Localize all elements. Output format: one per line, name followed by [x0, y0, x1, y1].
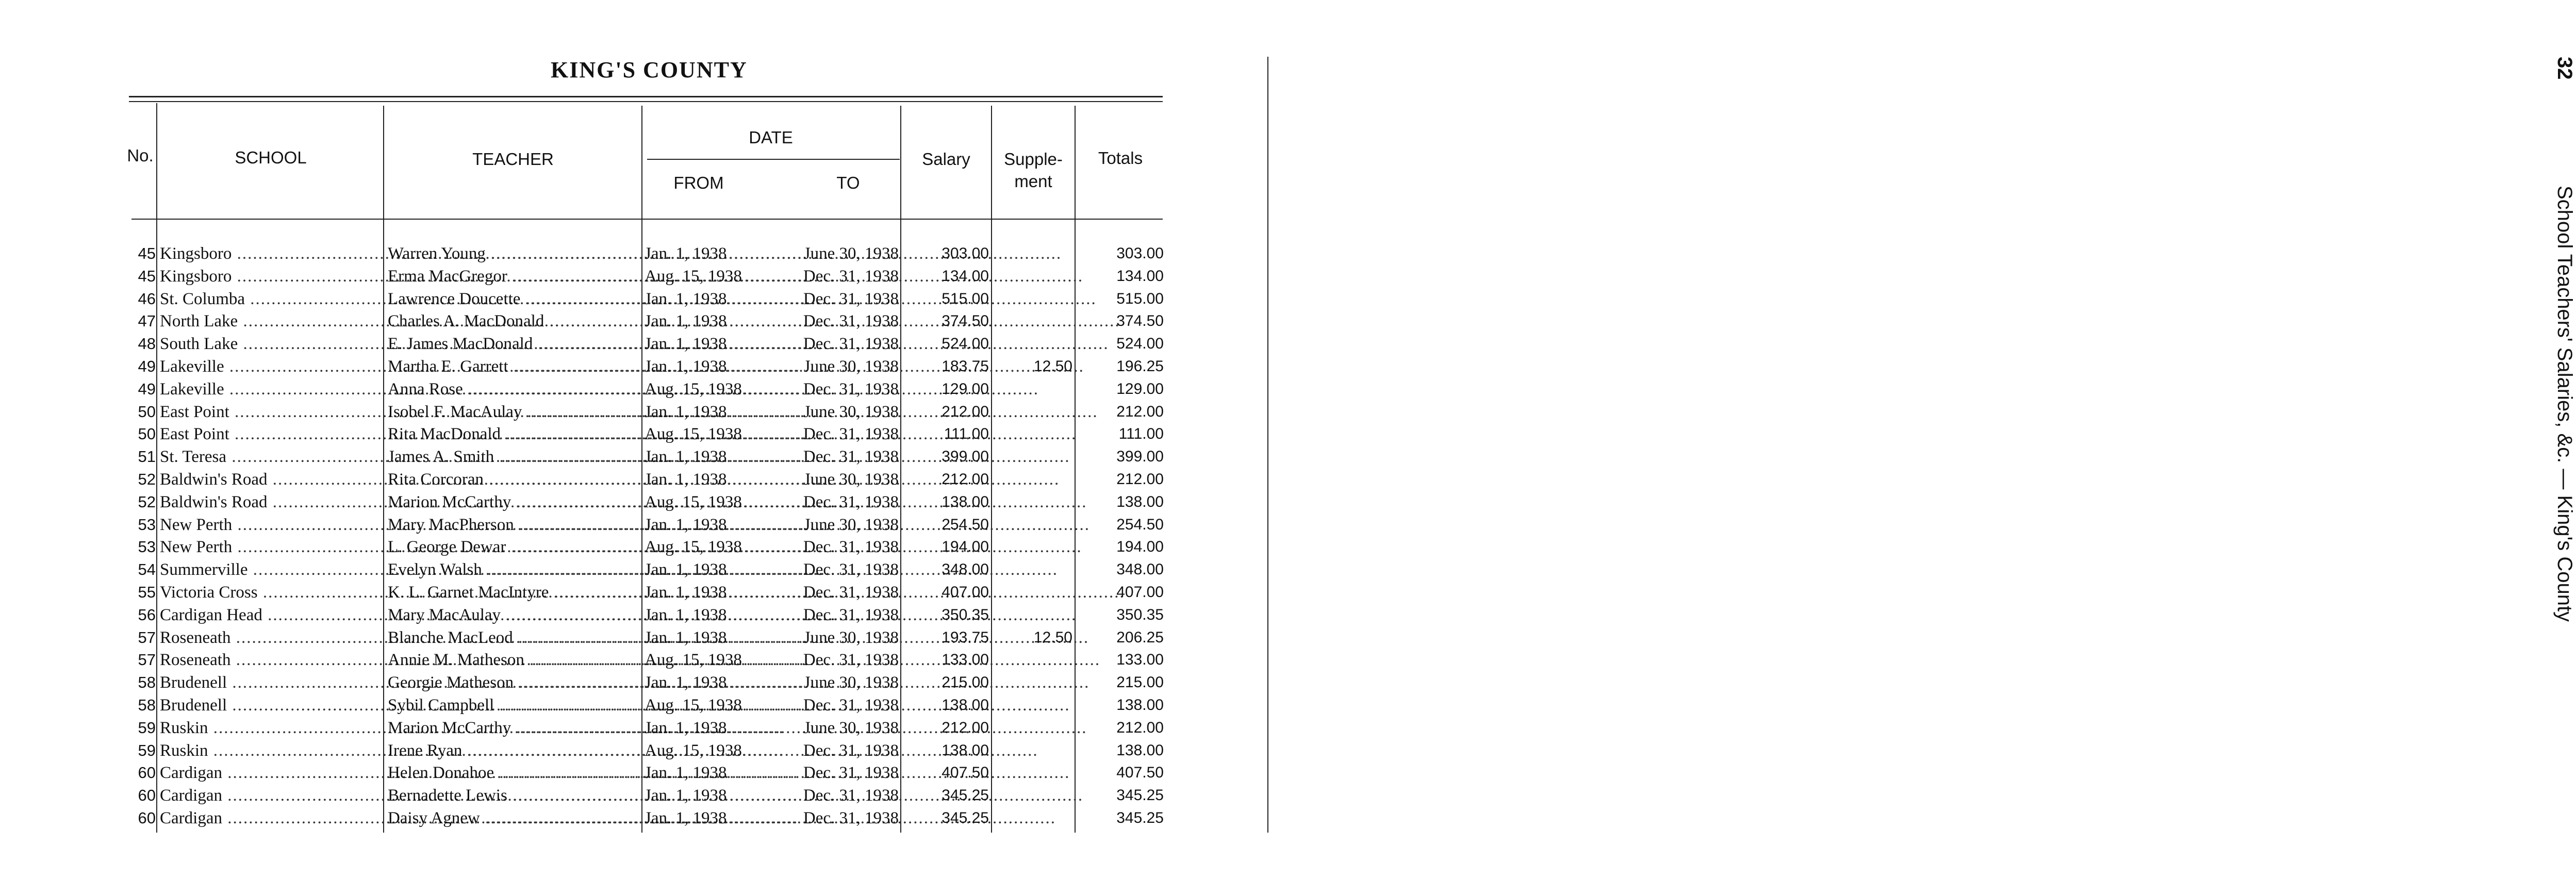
supplement-amount	[998, 288, 1072, 310]
date-to: June 30, 1938	[803, 244, 899, 263]
date-to: June 30, 1938	[803, 470, 899, 489]
date-from: Jan. 1, 1938	[645, 470, 727, 489]
date-to: June 30, 1938	[803, 357, 899, 376]
total-amount: 196.25	[1116, 358, 1164, 375]
salary-amount: 303.00	[942, 245, 989, 262]
date-from: Jan. 1, 1938	[645, 809, 727, 827]
table-row	[0, 604, 1186, 626]
school-name: Kingsboro .....	[160, 242, 379, 265]
supplement-amount	[998, 761, 1072, 784]
teacher-name: Mary MacPherson .....	[388, 513, 636, 536]
date-from: Jan. 1, 1938	[645, 244, 727, 263]
teacher-name: Erma MacGregor .....	[388, 265, 636, 288]
salary-amount: 407.50	[942, 764, 989, 782]
salary-amount: 129.00	[942, 380, 989, 397]
date-from: Jan. 1, 1938	[645, 764, 727, 783]
salary-amount: 194.00	[942, 538, 989, 556]
header-bottom-rule	[131, 219, 1163, 220]
total-amount: 134.00	[1116, 267, 1164, 285]
school-name: Ruskin .....	[160, 739, 379, 762]
teacher-name: Marion McCarthy .....	[388, 491, 636, 513]
top-rule-thin	[129, 101, 1163, 102]
supplement-amount	[998, 378, 1072, 401]
header-totals: Totals	[1098, 148, 1143, 168]
school-name: Lakeville .....	[160, 355, 379, 378]
salary-amount: 212.00	[942, 403, 989, 420]
total-amount: 212.00	[1116, 471, 1164, 488]
total-amount: 138.00	[1116, 697, 1164, 714]
date-to: Dec. 31, 1938	[803, 425, 899, 444]
table-row	[0, 739, 1186, 762]
school-name: Ruskin .....	[160, 717, 379, 739]
date-from: Jan. 1, 1938	[645, 786, 727, 805]
row-number: 59	[138, 741, 156, 759]
date-from: Aug. 15, 1938	[645, 651, 742, 670]
date-to: Dec. 31, 1938	[803, 560, 899, 579]
school-name: Roseneath .....	[160, 626, 379, 649]
teacher-name: Evelyn Walsh .....	[388, 558, 636, 581]
header-supplement-line2: ment	[1014, 172, 1052, 191]
header-from: FROM	[673, 173, 724, 192]
school-name: St. Teresa .....	[160, 445, 379, 468]
supplement-amount	[998, 468, 1072, 491]
row-number: 49	[138, 379, 156, 398]
row-number: 48	[138, 335, 156, 353]
row-number: 60	[138, 786, 156, 805]
teacher-name: Sybil Campbell .....	[388, 694, 636, 717]
teacher-name: Blanche MacLeod .....	[388, 626, 636, 649]
table-row	[0, 468, 1186, 491]
date-to: June 30, 1938	[803, 515, 899, 534]
date-to: Dec. 31, 1938	[803, 741, 899, 760]
date-to: Dec. 31, 1938	[803, 786, 899, 805]
row-number: 57	[138, 628, 156, 647]
table-row	[0, 378, 1186, 401]
row-number: 50	[138, 425, 156, 443]
total-amount: 254.50	[1116, 516, 1164, 533]
school-name: Cardigan .....	[160, 807, 379, 830]
total-amount: 374.50	[1116, 312, 1164, 330]
row-number: 46	[138, 289, 156, 308]
teacher-name: Marion McCarthy .....	[388, 717, 636, 739]
row-number: 60	[138, 809, 156, 827]
teacher-name: Helen Donahoe .....	[388, 761, 636, 784]
page-number: 32	[2553, 57, 2576, 80]
total-amount: 138.00	[1116, 741, 1164, 759]
teacher-name: K. L. Garnet MacIntyre .....	[388, 581, 636, 604]
date-from: Jan. 1, 1938	[645, 335, 727, 354]
salary-amount: 138.00	[942, 741, 989, 759]
teacher-name: James A. Smith .....	[388, 445, 636, 468]
table-row	[0, 401, 1186, 423]
total-amount: 345.25	[1116, 787, 1164, 804]
date-to: Dec. 31, 1938	[803, 492, 899, 511]
table-row	[0, 581, 1186, 604]
school-name: Kingsboro .....	[160, 265, 379, 288]
salary-amount: 134.00	[942, 267, 989, 285]
supplement-amount	[998, 265, 1072, 288]
supplement-amount	[998, 310, 1072, 333]
salary-amount: 345.25	[942, 809, 989, 826]
header-school: SCHOOL	[235, 148, 307, 167]
supplement-amount	[998, 671, 1072, 694]
school-name: New Perth .....	[160, 536, 379, 558]
date-from: Jan. 1, 1938	[645, 312, 727, 331]
row-number: 45	[138, 267, 156, 285]
school-name: Summerville .....	[160, 558, 379, 581]
teacher-name: Bernadette Lewis .....	[388, 784, 636, 807]
supplement-amount	[998, 694, 1072, 717]
table-row	[0, 242, 1186, 265]
table-row	[0, 310, 1186, 333]
date-from: Jan. 1, 1938	[645, 628, 727, 647]
teacher-name: Annie M. Matheson .....	[388, 649, 636, 671]
teacher-name: Rita MacDonald .....	[388, 423, 636, 445]
header-no: No.	[127, 146, 154, 165]
date-from: Jan. 1, 1938	[645, 357, 727, 376]
supplement-amount	[998, 401, 1072, 423]
school-name: South Lake .....	[160, 333, 379, 355]
top-rule	[129, 96, 1163, 97]
date-to: Dec. 31, 1938	[803, 583, 899, 602]
supplement-amount	[998, 513, 1072, 536]
row-number: 55	[138, 583, 156, 601]
row-number: 50	[138, 402, 156, 421]
salary-amount: 193.75	[942, 628, 989, 646]
table-row	[0, 536, 1186, 558]
date-to: June 30, 1938	[803, 718, 899, 737]
supplement-amount	[998, 717, 1072, 739]
supplement-amount: 12.50	[1033, 628, 1072, 646]
row-number: 54	[138, 560, 156, 579]
school-name: Brudenell .....	[160, 694, 379, 717]
date-divider-rule	[647, 159, 900, 160]
school-name: Baldwin's Road .....	[160, 468, 379, 491]
supplement-amount	[998, 491, 1072, 513]
total-amount: 206.25	[1116, 628, 1164, 646]
total-amount: 515.00	[1116, 290, 1164, 307]
supplement-amount	[998, 423, 1072, 445]
teacher-name: Charles A. MacDonald .....	[388, 310, 636, 333]
side-header	[2545, 57, 2576, 861]
table-row	[0, 807, 1186, 830]
table-row	[0, 265, 1186, 288]
total-amount: 407.50	[1116, 764, 1164, 782]
date-to: Dec. 31, 1938	[803, 696, 899, 715]
table-row	[0, 717, 1186, 739]
teacher-name: L. George Dewar .....	[388, 536, 636, 558]
date-to: Dec. 31, 1938	[803, 809, 899, 827]
teacher-name: Isobel F. MacAulay .....	[388, 401, 636, 423]
salary-amount: 212.00	[942, 719, 989, 736]
teacher-name: Lawrence Doucette .....	[388, 288, 636, 310]
header-supplement-line1: Supple-	[1004, 150, 1063, 169]
salary-amount: 138.00	[942, 493, 989, 510]
total-amount: 303.00	[1116, 245, 1164, 262]
date-from: Jan. 1, 1938	[645, 448, 727, 467]
table-row	[0, 288, 1186, 310]
date-to: Dec. 31, 1938	[803, 605, 899, 624]
row-number: 58	[138, 696, 156, 714]
header-salary: Salary	[922, 150, 970, 169]
table-row	[0, 423, 1186, 445]
teacher-name: Georgie Matheson .....	[388, 671, 636, 694]
date-from: Aug. 15, 1938	[645, 538, 742, 557]
salary-amount: 399.00	[942, 448, 989, 466]
total-amount: 345.25	[1116, 809, 1164, 826]
row-number: 56	[138, 605, 156, 624]
table-row	[0, 558, 1186, 581]
salary-amount: 111.00	[944, 425, 989, 443]
total-amount: 350.35	[1116, 606, 1164, 623]
table-row	[0, 671, 1186, 694]
school-name: North Lake .....	[160, 310, 379, 333]
date-from: Aug. 15, 1938	[645, 696, 742, 715]
total-amount: 138.00	[1116, 493, 1164, 510]
row-number: 53	[138, 515, 156, 534]
date-to: Dec. 31, 1938	[803, 289, 899, 308]
table-row	[0, 694, 1186, 717]
date-from: Aug. 15, 1938	[645, 425, 742, 444]
teacher-name: E. James MacDonald .....	[388, 333, 636, 355]
supplement-amount	[998, 536, 1072, 558]
salary-amount: 524.00	[942, 335, 989, 353]
teacher-name: Warren Young .....	[388, 242, 636, 265]
date-to: June 30, 1938	[803, 628, 899, 647]
salary-amount: 407.00	[942, 584, 989, 601]
school-name: Baldwin's Road .....	[160, 491, 379, 513]
total-amount: 399.00	[1116, 448, 1164, 466]
supplement-amount	[998, 581, 1072, 604]
teacher-name: Anna Rose .....	[388, 378, 636, 401]
table-row	[0, 761, 1186, 784]
table-row	[0, 513, 1186, 536]
salary-amount: 138.00	[942, 697, 989, 714]
supplement-amount	[998, 242, 1072, 265]
page-edge-rule	[1267, 57, 1268, 833]
row-number: 47	[138, 312, 156, 330]
supplement-amount	[998, 333, 1072, 355]
supplement-amount	[998, 604, 1072, 626]
supplement-amount	[998, 558, 1072, 581]
row-number: 52	[138, 470, 156, 488]
school-name: East Point .....	[160, 401, 379, 423]
date-from: Jan. 1, 1938	[645, 515, 727, 534]
date-from: Jan. 1, 1938	[645, 718, 727, 737]
school-name: Lakeville .....	[160, 378, 379, 401]
school-name: Victoria Cross .....	[160, 581, 379, 604]
date-from: Jan. 1, 1938	[645, 673, 727, 692]
teacher-name: Irene Ryan .....	[388, 739, 636, 762]
row-number: 59	[138, 718, 156, 737]
supplement-amount: 12.50	[1033, 358, 1072, 375]
date-from: Jan. 1, 1938	[645, 583, 727, 602]
school-name: East Point .....	[160, 423, 379, 445]
date-from: Jan. 1, 1938	[645, 402, 727, 421]
salary-amount: 133.00	[942, 651, 989, 669]
date-to: Dec. 31, 1938	[803, 335, 899, 354]
school-name: New Perth .....	[160, 513, 379, 536]
date-from: Aug. 15, 1938	[645, 741, 742, 760]
salary-amount: 183.75	[942, 358, 989, 375]
salary-amount: 345.25	[942, 787, 989, 804]
salary-amount: 212.00	[942, 471, 989, 488]
header-to: TO	[836, 173, 860, 192]
table-row	[0, 784, 1186, 807]
total-amount: 215.00	[1116, 674, 1164, 691]
supplement-amount	[998, 807, 1072, 830]
date-to: Dec. 31, 1938	[803, 651, 899, 670]
teacher-name: Martha E. Garrett .....	[388, 355, 636, 378]
salary-amount: 254.50	[942, 516, 989, 533]
row-number: 49	[138, 357, 156, 375]
date-from: Jan. 1, 1938	[645, 560, 727, 579]
salary-amount: 350.35	[942, 606, 989, 623]
supplement-amount	[998, 445, 1072, 468]
row-number: 52	[138, 492, 156, 511]
page-title: KING'S COUNTY	[551, 57, 748, 82]
date-from: Jan. 1, 1938	[645, 605, 727, 624]
date-from: Aug. 15, 1938	[645, 492, 742, 511]
school-name: Roseneath .....	[160, 649, 379, 671]
row-number: 58	[138, 673, 156, 692]
salary-amount: 515.00	[942, 290, 989, 307]
school-name: St. Columba .....	[160, 288, 379, 310]
total-amount: 524.00	[1116, 335, 1164, 353]
supplement-amount	[998, 739, 1072, 762]
table-row	[0, 626, 1186, 649]
teacher-name: Rita Corcoran .....	[388, 468, 636, 491]
salary-amount: 215.00	[942, 674, 989, 691]
school-name: Cardigan .....	[160, 761, 379, 784]
total-amount: 129.00	[1116, 380, 1164, 397]
date-to: Dec. 31, 1938	[803, 312, 899, 331]
row-number: 51	[138, 448, 156, 466]
running-title: School Teachers' Salaries, &c. — King's County	[2553, 186, 2576, 622]
header-date: DATE	[749, 128, 793, 147]
date-to: Dec. 31, 1938	[803, 538, 899, 557]
date-to: Dec. 31, 1938	[803, 379, 899, 399]
total-amount: 407.00	[1116, 584, 1164, 601]
supplement-amount	[998, 649, 1072, 671]
table-row	[0, 491, 1186, 513]
table-row	[0, 355, 1186, 378]
row-number: 60	[138, 764, 156, 782]
date-from: Aug. 15, 1938	[645, 267, 742, 286]
date-to: June 30, 1938	[803, 673, 899, 692]
date-to: Dec. 31, 1938	[803, 448, 899, 467]
date-to: June 30, 1938	[803, 402, 899, 421]
total-amount: 212.00	[1116, 719, 1164, 736]
school-name: Cardigan Head .....	[160, 604, 379, 626]
salary-amount: 374.50	[942, 312, 989, 330]
date-to: Dec. 31, 1938	[803, 764, 899, 783]
teacher-name: Daisy Agnew .....	[388, 807, 636, 830]
row-number: 53	[138, 538, 156, 556]
total-amount: 111.00	[1118, 425, 1164, 443]
header-teacher: TEACHER	[472, 150, 554, 169]
row-number: 57	[138, 651, 156, 669]
total-amount: 348.00	[1116, 561, 1164, 578]
row-number: 45	[138, 244, 156, 262]
school-name: Brudenell .....	[160, 671, 379, 694]
school-name: Cardigan .....	[160, 784, 379, 807]
supplement-amount	[998, 784, 1072, 807]
table-row	[0, 445, 1186, 468]
table-row	[0, 649, 1186, 671]
date-to: Dec. 31, 1938	[803, 267, 899, 286]
total-amount: 194.00	[1116, 538, 1164, 556]
teacher-name: Mary MacAulay .....	[388, 604, 636, 626]
total-amount: 133.00	[1116, 651, 1164, 669]
table-row	[0, 333, 1186, 355]
date-from: Aug. 15, 1938	[645, 379, 742, 399]
salary-amount: 348.00	[942, 561, 989, 578]
total-amount: 212.00	[1116, 403, 1164, 420]
date-from: Jan. 1, 1938	[645, 289, 727, 308]
